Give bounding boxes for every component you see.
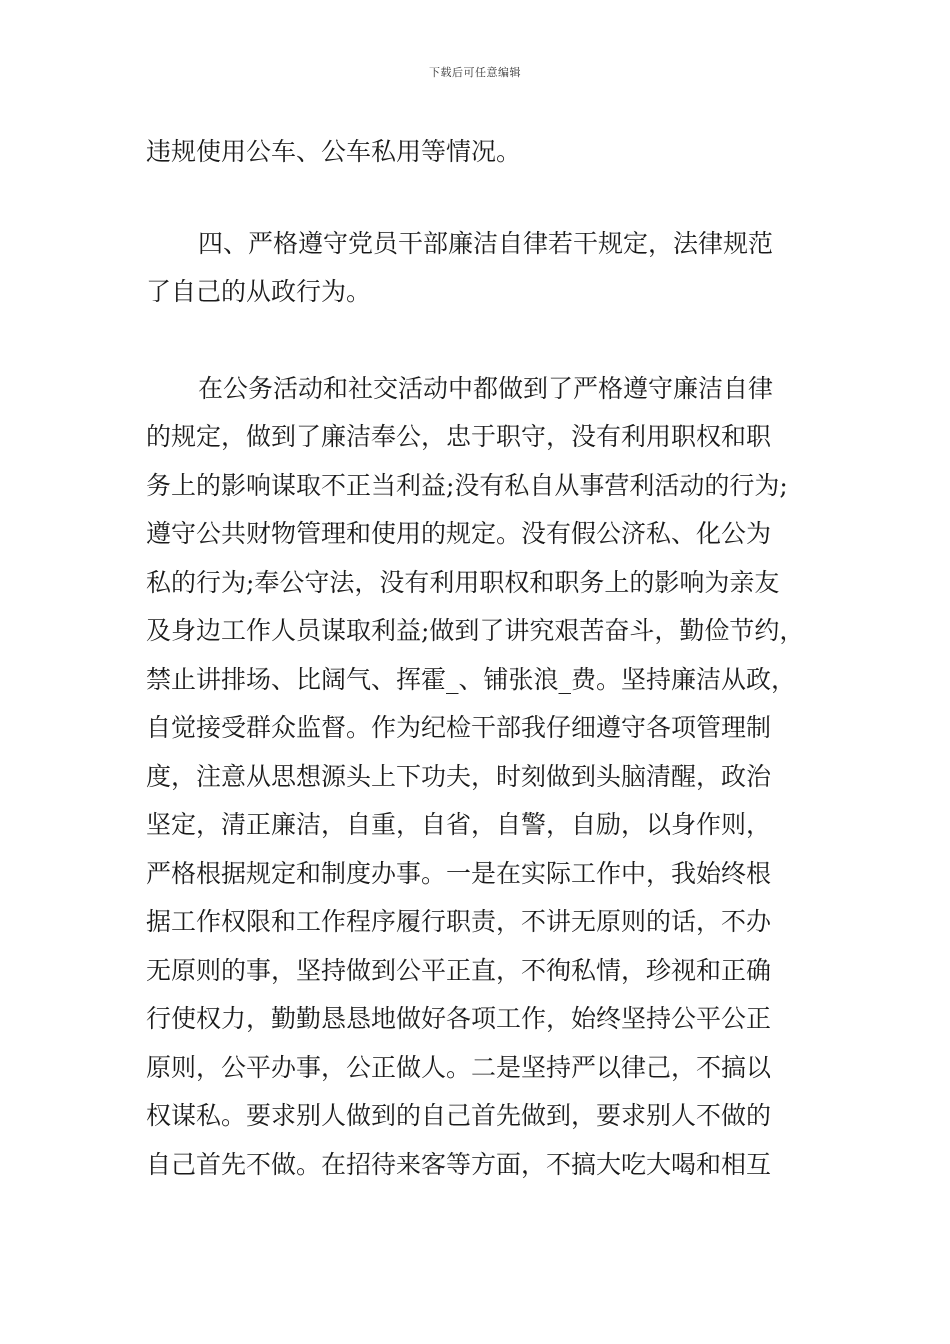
paragraph-spacer (146, 177, 818, 220)
text-line: 违规使用公车、公车私用等情况。 (146, 137, 522, 166)
text-line: 原则，公平办事，公正做人。二是坚持严以律己，不搞以 (146, 1052, 772, 1082)
text-line: 禁止讲排场、比阔气、挥霍_、铺张浪_费。坚持廉洁从政， (146, 664, 797, 694)
text-line: 行使权力，勤勤恳恳地做好各项工作，始终坚持公平公正 (146, 1004, 772, 1033)
text-line: 无原则的事，坚持做到公平正直，不徇私情，珍视和正确 (146, 955, 772, 985)
text-line: 权谋私。要求别人做到的自己首先做到，要求别人不做的 (146, 1101, 772, 1130)
text-line: 自己首先不做。在招待来客等方面，不搞大吃大喝和相互 (146, 1149, 772, 1179)
text-line: 务上的影响谋取不正当利益;没有私自从事营利活动的行为; (146, 470, 788, 500)
page-header: 下载后可任意编辑 (429, 66, 521, 79)
text-line: 的规定，做到了廉洁奉公，忠于职守，没有利用职权和职 (146, 422, 772, 451)
text-line: 在公务活动和社交活动中都做到了严格遵守廉洁自律 (198, 373, 774, 403)
text-line: 坚定，清正廉洁，自重，自省，自警，自励，以身作则， (146, 810, 772, 839)
text-line: 遵守公共财物管理和使用的规定。没有假公济私、化公为 (146, 519, 772, 548)
text-line: 严格根据规定和制度办事。一是在实际工作中，我始终根 (146, 858, 772, 888)
paragraph-spacer (146, 317, 818, 365)
text-line: 及身边工作人员谋取利益;做到了讲究艰苦奋斗，勤俭节约， (146, 616, 805, 645)
text-line: 四、严格遵守党员干部廉洁自律若干规定，法律规范 (198, 228, 774, 258)
text-line: 自觉接受群众监督。作为纪检干部我仔细遵守各项管理制 (146, 713, 772, 742)
paragraph-3 (146, 365, 818, 1190)
text-line: 了自己的从政行为。 (146, 277, 372, 306)
document-body (146, 128, 818, 1189)
text-line: 私的行为;奉公守法，没有利用职权和职务上的影响为亲友 (146, 567, 780, 597)
paragraph-2-heading (146, 220, 818, 317)
paragraph-1 (146, 128, 818, 177)
text-line: 据工作权限和工作程序履行职责，不讲无原则的话，不办 (146, 907, 772, 936)
text-line: 度，注意从思想源头上下功夫，时刻做到头脑清醒，政治 (146, 761, 772, 791)
